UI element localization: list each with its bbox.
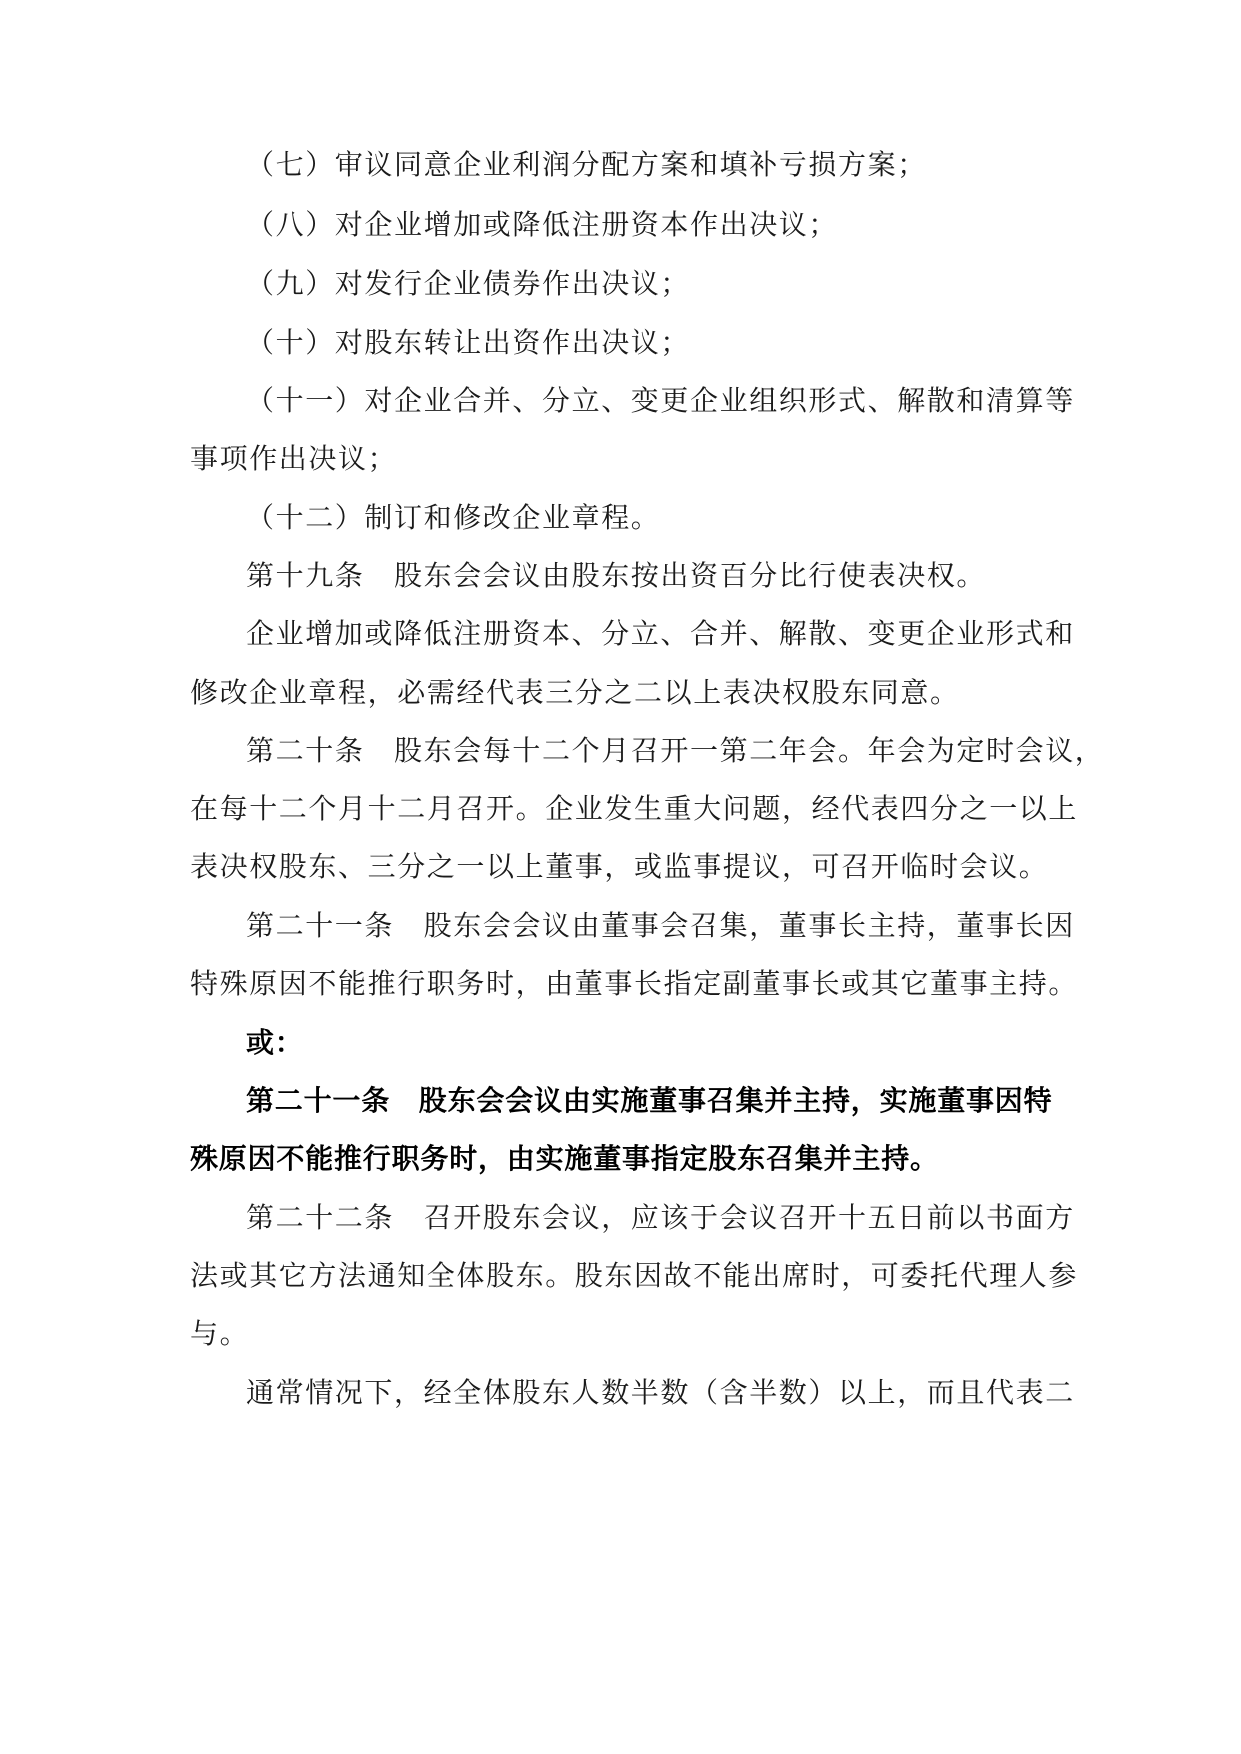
article-19-para-line-2: 修改企业章程，必需经代表三分之二以上表决权股东同意。 [190,676,960,709]
clause-12: （十二）制订和修改企业章程。 [246,501,661,534]
article-22-line-3: 与。 [190,1317,250,1350]
alternative-label: 或： [246,1026,304,1059]
clause-10: （十）对股东转让出资作出决议； [246,326,691,359]
clause-8: （八）对企业增加或降低注册资本作出决议； [246,208,839,241]
article-19-para-line-1: 企业增加或降低注册资本、分立、合并、解散、变更企业形式和 [246,617,1075,650]
clause-11-line-2: 事项作出决议； [190,442,398,475]
article-21-alt-line-2: 殊原因不能推行职务时，由实施董事指定股东召集并主持。 [190,1142,939,1175]
clause-9: （九）对发行企业债券作出决议； [246,267,691,300]
article-20-line-2: 在每十二个月十二月召开。企业发生重大问题，经代表四分之一以上 [190,792,1079,825]
clause-11-line-1: （十一）对企业合并、分立、变更企业组织形式、解散和清算等 [246,384,1075,417]
article-19: 第十九条 股东会会议由股东按出资百分比行使表决权。 [246,559,987,592]
article-20-line-3: 表决权股东、三分之一以上董事，或监事提议，可召开临时会议。 [190,850,1049,883]
article-21-line-2: 特殊原因不能推行职务时，由董事长指定副董事长或其它董事主持。 [190,967,1079,1000]
article-21-line-1: 第二十一条 股东会会议由董事会召集，董事长主持，董事长因 [246,909,1075,942]
article-20-line-1: 第二十条 股东会每十二个月召开一第二年会。年会为定时会议， [246,734,1105,767]
article-21-alt-line-1: 第二十一条 股东会会议由实施董事召集并主持，实施董事因特 [246,1084,1053,1117]
quorum-paragraph-line-1: 通常情况下，经全体股东人数半数（含半数）以上，而且代表二 [246,1376,1075,1409]
article-22-line-1: 第二十二条 召开股东会议，应该于会议召开十五日前以书面方 [246,1201,1075,1234]
clause-7: （七）审议同意企业利润分配方案和填补亏损方案； [246,148,927,181]
article-22-line-2: 法或其它方法通知全体股东。股东因故不能出席时，可委托代理人参 [190,1259,1079,1292]
